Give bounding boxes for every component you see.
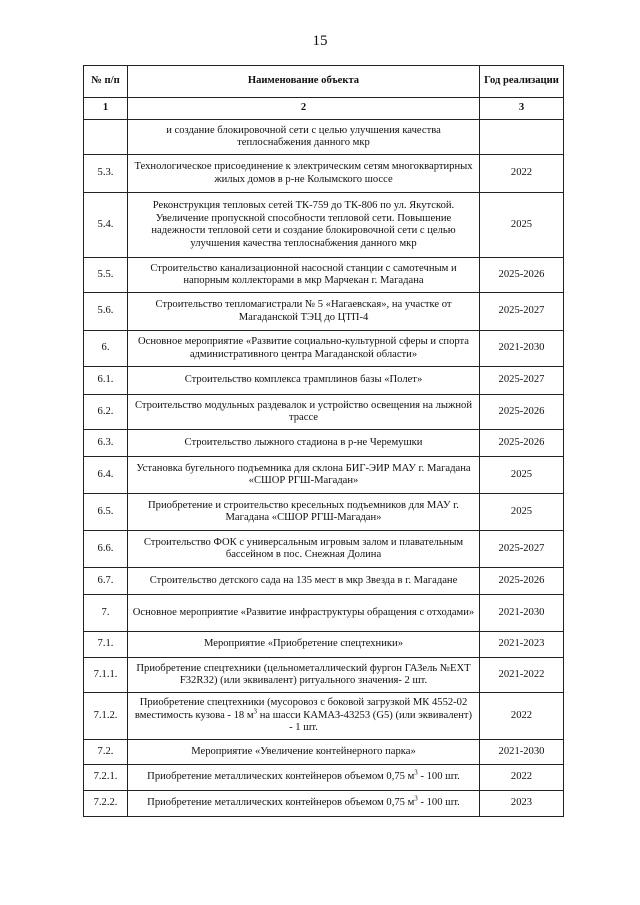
row-year: 2025 [480, 494, 564, 531]
row-year: 2025-2026 [480, 395, 564, 430]
page-number: 15 [312, 33, 328, 49]
row-name: и создание блокировочной сети с целью улучшения качества теплоснабжения данного мкр [128, 120, 480, 155]
row-name: Мероприятие «Увеличение контейнерного парка» [128, 740, 480, 765]
row-year [480, 120, 564, 155]
header-year: Год реализации [480, 66, 564, 98]
table-row [84, 632, 564, 658]
row-year: 2025-2027 [480, 367, 564, 395]
table-header-row [84, 66, 564, 98]
row-name: Строительство детского сада на 135 мест в мкр Звезда в г. Магадане [128, 568, 480, 595]
row-num: 6.2. [84, 395, 128, 430]
superscript: 3 [414, 794, 418, 803]
row-name-part: - 100 шт. [417, 797, 460, 809]
row-num: 5.5. [84, 258, 128, 293]
row-year: 2025-2026 [480, 258, 564, 293]
row-year: 2025-2027 [480, 293, 564, 331]
index-3: 3 [480, 98, 564, 120]
row-year: 2025-2026 [480, 568, 564, 595]
row-name-part: - 100 шт. [417, 771, 460, 783]
table-row [84, 293, 564, 331]
table-row [84, 258, 564, 293]
table-row [84, 791, 564, 817]
row-year: 2021-2030 [480, 331, 564, 367]
row-num: 7.2.1. [84, 765, 128, 791]
row-name: Строительство ФОК с универсальным игровым залом и плавательным бассейном в пос. Снежная Долина [128, 531, 480, 568]
row-num: 6.7. [84, 568, 128, 595]
row-name-part: Приобретение металлических контейнеров объемом 0,75 м [147, 797, 415, 809]
table-row [84, 765, 564, 791]
superscript: 3 [253, 707, 258, 716]
row-name-part: на шасси КАМАЗ-43253 (G5) (или эквивалент) - 1 шт. [257, 709, 473, 734]
index-1: 1 [84, 98, 128, 120]
header-name: Наименование объекта [128, 66, 480, 98]
table-row [84, 658, 564, 693]
row-year: 2023 [480, 791, 564, 817]
row-num: 7.1.1. [84, 658, 128, 693]
row-name-part: Приобретение металлических контейнеров объемом 0,75 м [147, 771, 415, 783]
row-year: 2022 [480, 693, 564, 740]
row-name: Основное мероприятие «Развитие инфраструктуры обращения с отходами» [128, 595, 480, 632]
superscript: 3 [414, 768, 418, 777]
index-2: 2 [128, 98, 480, 120]
row-num: 7.1.2. [84, 693, 128, 740]
table-row [84, 331, 564, 367]
row-year: 2021-2030 [480, 740, 564, 765]
row-num: 7. [84, 595, 128, 632]
table-row [84, 430, 564, 457]
row-num: 7.2. [84, 740, 128, 765]
table-row [84, 367, 564, 395]
table-row [84, 193, 564, 258]
row-num [84, 120, 128, 155]
row-year: 2025 [480, 457, 564, 494]
row-name: Строительство канализационной насосной станции с самотечным и напорным коллекторами в мкр Марчекан г. Магадана [128, 258, 480, 293]
row-year: 2021-2030 [480, 595, 564, 632]
table-row [84, 395, 564, 430]
row-name: Приобретение и строительство кресельных подъемников для МАУ г. Магадана «СШОР РГШ-Магадан» [128, 494, 480, 531]
table-row [84, 120, 564, 155]
row-year: 2025-2026 [480, 430, 564, 457]
row-year: 2021-2022 [480, 658, 564, 693]
row-year: 2022 [480, 765, 564, 791]
row-name: Строительство комплекса трамплинов базы «Полет» [128, 367, 480, 395]
row-year: 2022 [480, 155, 564, 193]
row-num: 5.3. [84, 155, 128, 193]
table-row [84, 531, 564, 568]
row-name [128, 693, 480, 740]
row-name: Строительство лыжного стадиона в р-не Черемушки [128, 430, 480, 457]
row-name: Строительство тепломагистрали № 5 «Нагаевская», на участке от Магаданской ТЭЦ до ЦТП-4 [128, 293, 480, 331]
column-index-row [84, 98, 564, 120]
row-name [128, 791, 480, 817]
table-row [84, 740, 564, 765]
row-num: 7.2.2. [84, 791, 128, 817]
row-year: 2025 [480, 193, 564, 258]
row-year: 2025-2027 [480, 531, 564, 568]
row-name: Основное мероприятие «Развитие социально-культурной сферы и спорта административного центра Магаданской области» [128, 331, 480, 367]
row-num: 6.5. [84, 494, 128, 531]
row-name: Строительство модульных раздевалок и устройство освещения на лыжной трассе [128, 395, 480, 430]
row-num: 6.4. [84, 457, 128, 494]
row-name [128, 765, 480, 791]
row-num: 5.6. [84, 293, 128, 331]
objects-table [83, 65, 564, 817]
row-num: 6.1. [84, 367, 128, 395]
row-name: Установка бугельного подъемника для склона БИГ-ЭИР МАУ г. Магадана «СШОР РГШ-Магадан» [128, 457, 480, 494]
row-name: Приобретение спецтехники (цельнометаллический фургон ГАЗель №EXT F32R32) (или эквивалент) ритуального значения- 2 шт. [128, 658, 480, 693]
row-num: 6.3. [84, 430, 128, 457]
row-num: 7.1. [84, 632, 128, 658]
row-name: Мероприятие «Приобретение спецтехники» [128, 632, 480, 658]
row-num: 6.6. [84, 531, 128, 568]
row-name: Технологическое присоединение к электрическим сетям многоквартирных жилых домов в р-не Колымского шоссе [128, 155, 480, 193]
table-row [84, 494, 564, 531]
header-num: № п/п [84, 66, 128, 98]
table-row [84, 595, 564, 632]
table-row [84, 457, 564, 494]
row-year: 2021-2023 [480, 632, 564, 658]
table-row [84, 693, 564, 740]
row-num: 6. [84, 331, 128, 367]
row-num: 5.4. [84, 193, 128, 258]
row-name-part: Приобретение спецтехники (мусоровоз с боковой загрузкой МК 4552-02 вместимость кузова - 18 м [134, 697, 468, 721]
table-row [84, 568, 564, 595]
table-row [84, 155, 564, 193]
row-name: Реконструкция тепловых сетей ТК-759 до ТК-806 по ул. Якутской. Увеличение пропускной способности тепловой сети. Повышение надежности тепловой сети и создание блокировочной сети с целью улучшения качества теплоснабжения данного мкр [128, 193, 480, 258]
